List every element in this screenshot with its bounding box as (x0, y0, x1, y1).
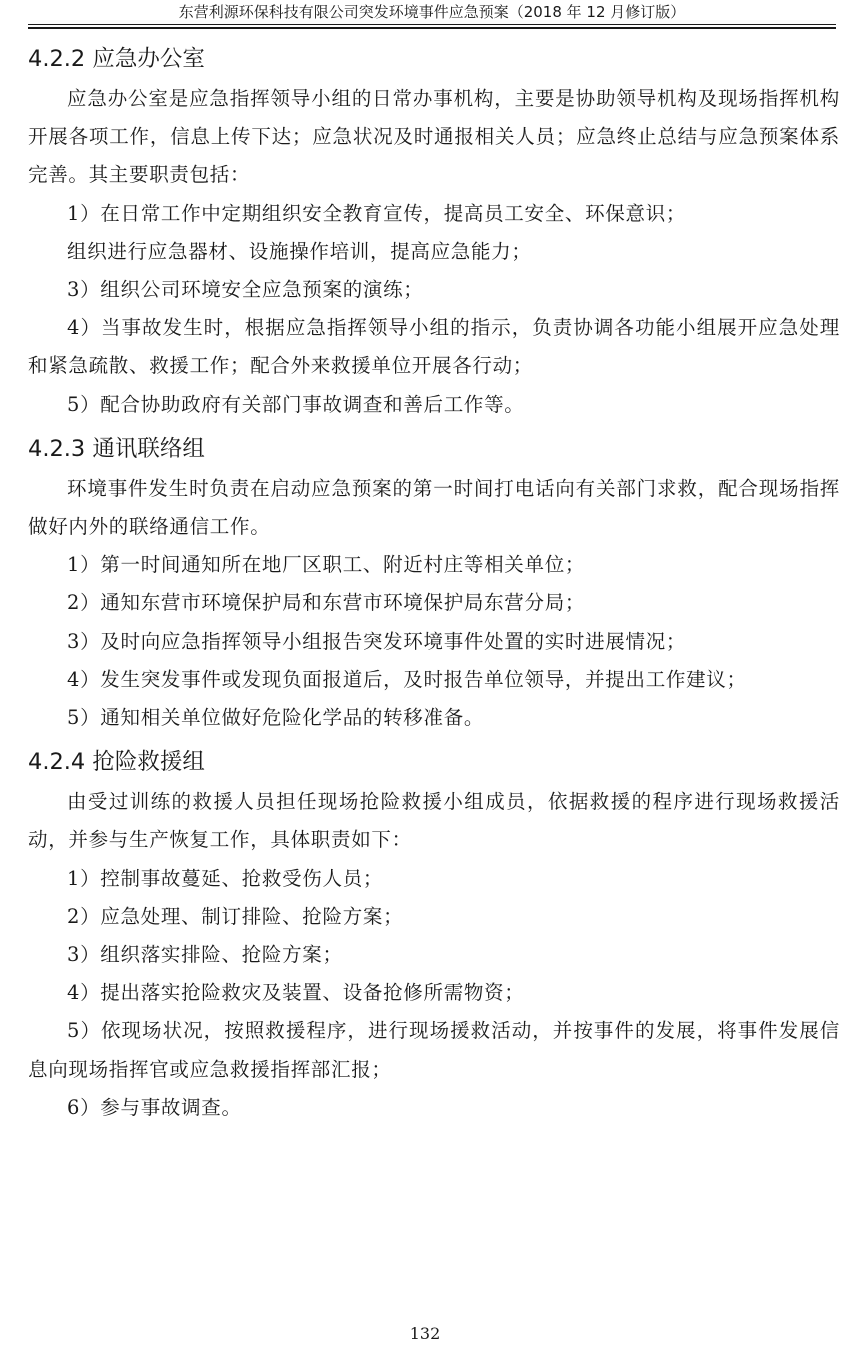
section-heading-office: 4.2.2 应急办公室 (28, 46, 205, 72)
paragraph: 由受过训练的救援人员担任现场抢险救援小组成员，依据救援的程序进行现场救援活动，并参与生产恢复工作，具体职责如下： (28, 790, 840, 852)
list-item: 3）组织公司环境安全应急预案的演练； (67, 278, 424, 302)
page-header: 东营利源环保科技有限公司突发环境事件应急预案（2018 年 12 月修订版） (178, 3, 686, 21)
list-item: 2）通知东营市环境保护局和东营市环境保护局东营分局； (67, 591, 586, 615)
list-item: 3）组织落实排险、抢险方案； (67, 943, 343, 967)
list-item: 1）在日常工作中定期组织安全教育宣传，提高员工安全、环保意识； (67, 201, 687, 225)
list-item: 5）依现场状况，按照救援程序，进行现场援救活动，并按事件的发展，将事件发展信息向现场指挥官或应急救援指挥部汇报； (28, 1019, 840, 1081)
list-item: 5）通知相关单位做好危险化学品的转移准备。 (67, 706, 485, 730)
page-number: 132 (409, 1324, 441, 1343)
document-body (28, 38, 840, 1127)
list-item: 2）应急处理、制订排险、抢险方案； (67, 904, 404, 928)
list-item: 4）当事故发生时，根据应急指挥领导小组的指示，负责协调各功能小组展开应急处理和紧急疏散、救援工作；配合外来救援单位开展各行动； (28, 316, 840, 378)
section-heading-communication: 4.2.3 通讯联络组 (28, 435, 205, 462)
paragraph: 应急办公室是应急指挥领导小组的日常办事机构，主要是协助领导机构及现场指挥机构开展各项工作，信息上传下达；应急状况及时通报相关人员；应急终止总结与应急预案体系完善。其主要职责包括： (28, 87, 840, 187)
header-rule-thick (28, 27, 836, 29)
section-heading-rescue: 4.2.4 抢险救援组 (28, 749, 205, 776)
list-item: 4）发生突发事件或发现负面报道后，及时报告单位领导，并提出工作建议； (67, 667, 747, 691)
list-item: 3）及时向应急指挥领导小组报告突发环境事件处置的实时进展情况； (67, 629, 687, 653)
list-item: 4）提出落实抢险救灾及装置、设备抢修所需物资； (67, 981, 525, 1005)
list-item: 5）配合协助政府有关部门事故调查和善后工作等。 (67, 392, 525, 416)
list-item: 1）控制事故蔓延、抢救受伤人员； (67, 866, 384, 890)
list-item: 组织进行应急器材、设施操作培训，提高应急能力； (67, 239, 532, 263)
header-rule-thin (28, 24, 836, 25)
list-item: 1）第一时间通知所在地厂区职工、附近村庄等相关单位； (67, 553, 586, 577)
paragraph: 环境事件发生时负责在启动应急预案的第一时间打电话向有关部门求救，配合现场指挥做好内外的联络通信工作。 (28, 476, 840, 539)
list-item: 6）参与事故调查。 (67, 1095, 242, 1119)
